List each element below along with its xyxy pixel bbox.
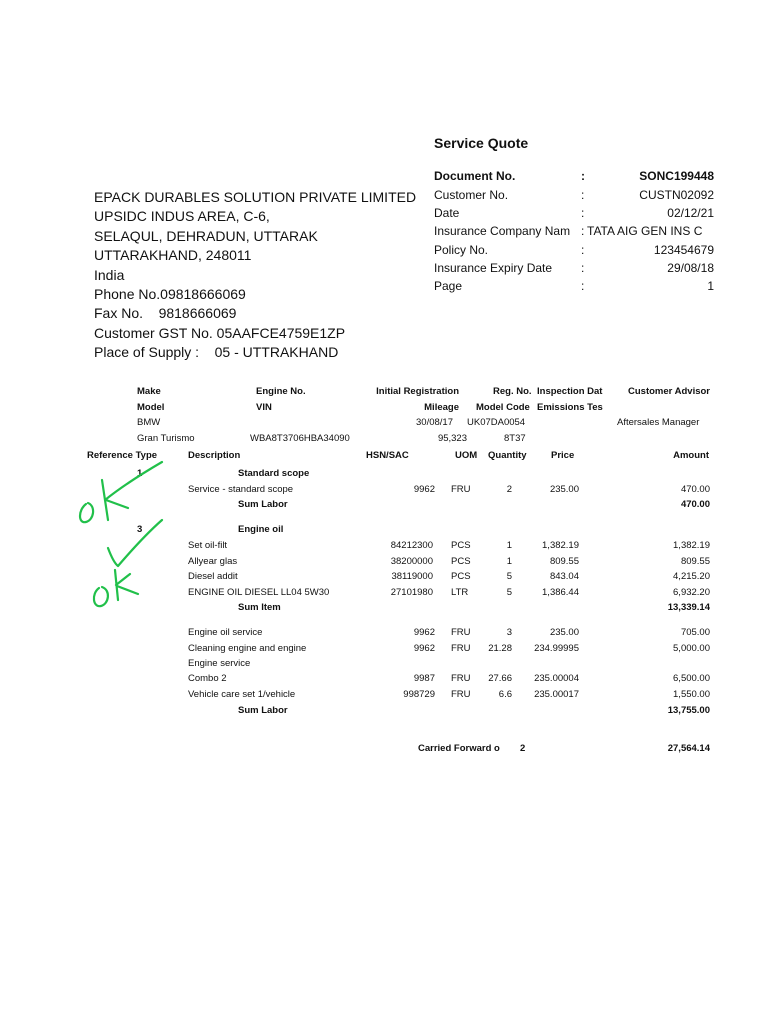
meta-colon: :: [581, 224, 585, 238]
meta-label-page: Page: [434, 279, 463, 293]
line-item-description: Set oil-filt: [188, 540, 228, 551]
line-item-qty: 27.66: [488, 673, 512, 684]
sum-labor-label: Sum Labor: [238, 705, 288, 716]
line-item-qty: 5: [506, 587, 512, 598]
line-item-hsn: 998729: [403, 689, 435, 700]
line-item-description: Combo 2: [188, 673, 227, 684]
section-title-standard-scope: Standard scope: [238, 468, 310, 479]
vehicle-header-engine: Engine No.: [256, 386, 306, 397]
vehicle-header-initreg: Initial Registration: [376, 386, 459, 397]
vehicle-header-modelcode: Model Code: [476, 402, 530, 413]
line-item-uom: FRU: [451, 484, 471, 495]
meta-colon: :: [581, 279, 585, 293]
line-item-uom: PCS: [451, 556, 471, 567]
company-address: [94, 188, 416, 363]
supply-label: Place of Supply :: [94, 344, 200, 361]
col-header-amount: Amount: [673, 450, 709, 461]
line-item-price: 235.00017: [534, 689, 579, 700]
line-item-qty: 1: [506, 556, 512, 567]
meta-colon: :: [581, 206, 585, 220]
meta-value-page: 1: [707, 279, 714, 293]
col-header-hsn: HSN/SAC: [366, 450, 409, 461]
meta-value-date: 02/12/21: [667, 206, 714, 220]
line-item-amount: 1,382.19: [673, 540, 710, 551]
line-item-amount: 470.00: [680, 484, 710, 495]
handwritten-ok-mark: [115, 570, 138, 600]
line-item-hsn: 9962: [413, 643, 435, 654]
col-header-reftype: Reference Type: [87, 450, 158, 461]
meta-label-date: Date: [434, 206, 460, 220]
line-item-price: 1,382.19: [542, 540, 579, 551]
col-header-quantity: Quantity: [488, 450, 527, 461]
line-item-description: Service - standard scope: [188, 484, 294, 495]
line-item-description: Engine oil service: [188, 627, 263, 638]
line-item-qty: 2: [506, 484, 512, 495]
line-item-price: 234.99995: [534, 643, 579, 654]
address-line-1: UPSIDC INDUS AREA, C-6,: [94, 208, 270, 225]
line-item-amount: 705.00: [680, 627, 710, 638]
line-item-qty: 1: [506, 540, 512, 551]
line-item-uom: PCS: [451, 540, 471, 551]
meta-label-expiry: Insurance Expiry Date: [434, 261, 553, 275]
vehicle-vin: WBA8T3706HBA34090: [250, 433, 350, 444]
col-header-description: Description: [188, 450, 241, 461]
fax-number: 9818666069: [158, 305, 237, 322]
handwritten-ok-mark: [102, 462, 162, 520]
line-item-price: 843.04: [549, 571, 579, 582]
vehicle-header-mileage: Mileage: [424, 402, 459, 413]
fax-row: [94, 304, 416, 323]
line-item-qty: 3: [506, 627, 512, 638]
meta-label-document: Document No.: [434, 169, 516, 183]
line-item-description: Vehicle care set 1/vehicle: [188, 689, 296, 700]
line-item-hsn: 84212300: [390, 540, 433, 551]
line-item-uom: FRU: [451, 689, 471, 700]
meta-value-expiry: 29/08/18: [667, 261, 714, 275]
line-item-price: 235.00: [549, 627, 579, 638]
vehicle-regno: UK07DA0054: [467, 417, 526, 428]
col-header-price: Price: [551, 450, 575, 461]
sum-item-label: Sum Item: [238, 602, 281, 613]
line-item-uom: PCS: [451, 571, 471, 582]
line-item-uom: FRU: [451, 627, 471, 638]
line-item-amount: 809.55: [680, 556, 710, 567]
line-item-description: Diesel addit: [188, 571, 238, 582]
line-item-hsn: 9987: [413, 673, 435, 684]
line-item-amount: 4,215.20: [673, 571, 710, 582]
line-item-hsn: 9962: [413, 627, 435, 638]
line-item-amount: 6,500.00: [673, 673, 710, 684]
page-title: Service Quote: [434, 135, 529, 151]
line-item-uom: FRU: [451, 673, 471, 684]
vehicle-advisor: Aftersales Manager: [617, 417, 700, 428]
sum-item-amount: 13,339.14: [667, 602, 710, 613]
meta-colon: :: [581, 188, 585, 202]
line-item-description: Allyear glas: [188, 556, 238, 567]
company-name: EPACK DURABLES SOLUTION PRIVATE LIMITED: [94, 189, 417, 205]
line-item-qty: 21.28: [488, 643, 512, 654]
line-item-amount: 1,550.00: [673, 689, 710, 700]
line-item-description: ENGINE OIL DIESEL LL04 5W30: [188, 587, 330, 598]
meta-colon: :: [581, 261, 585, 275]
line-item-amount: 6,932.20: [673, 587, 710, 598]
vehicle-model: Gran Turismo: [137, 433, 195, 444]
vehicle-modelcode: 8T37: [504, 433, 526, 444]
meta-colon: :: [581, 243, 585, 257]
line-item-description: Engine service: [188, 658, 251, 669]
carried-forward-amount: 27,564.14: [667, 743, 710, 754]
line-item-price: 809.55: [549, 556, 579, 567]
line-item-description: Cleaning engine and engine: [188, 643, 307, 654]
meta-label-insurance: Insurance Company Nam: [434, 224, 571, 238]
vehicle-mileage: 95,323: [437, 433, 467, 444]
line-item-hsn: 27101980: [390, 587, 433, 598]
meta-value-document: SONC199448: [639, 169, 714, 183]
sum-labor-amount: 13,755.00: [667, 705, 710, 716]
meta-value-customer: CUSTN02092: [639, 188, 714, 202]
meta-value-policy: 123454679: [653, 243, 714, 257]
vehicle-initreg: 30/08/17: [416, 417, 453, 428]
ref-number: 1: [137, 468, 143, 479]
line-item-hsn: 38200000: [390, 556, 433, 567]
phone: Phone No.09818666069: [94, 286, 246, 303]
sum-labor-amount: 470.00: [680, 499, 710, 510]
ref-number: 3: [137, 524, 143, 535]
line-item-qty: 5: [506, 571, 512, 582]
supply-row: [94, 343, 416, 362]
meta-label-policy: Policy No.: [434, 243, 489, 257]
vehicle-header-advisor: Customer Advisor: [628, 386, 710, 397]
vehicle-header-make: Make: [137, 386, 161, 397]
vehicle-header-vin: VIN: [256, 402, 272, 413]
carried-forward-label: Carried Forward o: [418, 743, 500, 754]
line-item-price: 235.00004: [534, 673, 579, 684]
supply-value: 05 - UTTRAKHAND: [214, 344, 339, 361]
meta-colon: :: [581, 169, 585, 183]
col-header-uom: UOM: [455, 450, 478, 461]
vehicle-header-regno: Reg. No.: [493, 386, 532, 397]
line-item-amount: 5,000.00: [673, 643, 710, 654]
vehicle-header-inspection: Inspection Dat: [537, 386, 603, 397]
vehicle-header-model: Model: [137, 402, 165, 413]
line-item-hsn: 9962: [413, 484, 435, 495]
line-item-uom: FRU: [451, 643, 471, 654]
fax-label: Fax No.: [94, 305, 144, 322]
line-item-price: 1,386.44: [542, 587, 579, 598]
handwritten-ok-mark: [80, 503, 93, 522]
meta-label-customer: Customer No.: [434, 188, 509, 202]
sum-labor-label: Sum Labor: [238, 499, 288, 510]
line-item-qty: 6.6: [498, 689, 512, 700]
carried-forward-page: 2: [520, 743, 526, 754]
address-line-3: UTTARAKHAND, 248011: [94, 247, 252, 264]
meta-value-insurance: TATA AIG GEN INS C: [587, 224, 703, 238]
line-item-hsn: 38119000: [391, 571, 433, 582]
handwritten-check-mark: [108, 520, 162, 566]
line-item-uom: LTR: [451, 587, 469, 598]
section-title-engine-oil: Engine oil: [238, 524, 284, 535]
vehicle-make: BMW: [137, 417, 161, 428]
line-item-price: 235.00: [549, 484, 579, 495]
vehicle-header-emissions: Emissions Tes: [537, 402, 603, 413]
customer-gst: Customer GST No. 05AAFCE4759E1ZP: [94, 324, 346, 341]
address-line-2: SELAQUL, DEHRADUN, UTTARAK: [94, 227, 318, 244]
country: India: [94, 266, 125, 283]
handwritten-ok-mark: [94, 587, 108, 606]
